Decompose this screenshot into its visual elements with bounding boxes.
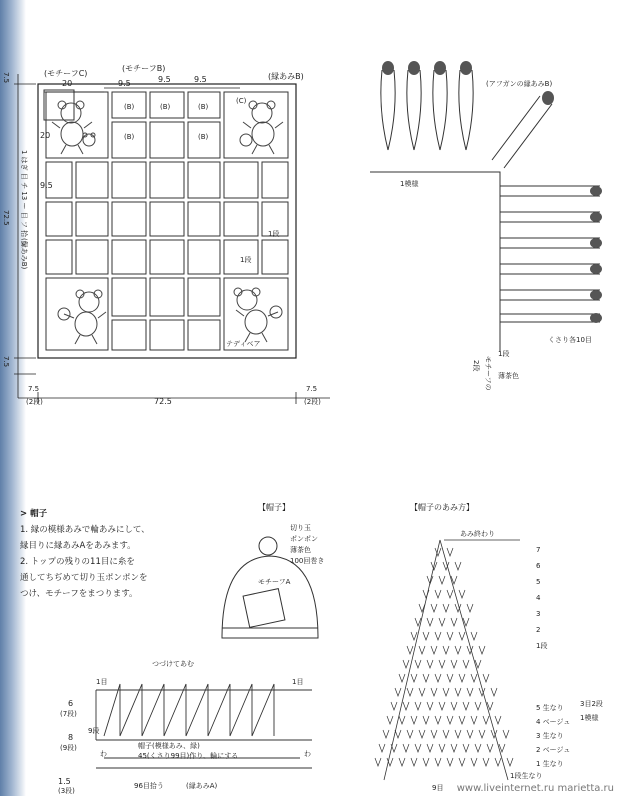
hat-row9: 9段 — [88, 727, 100, 735]
stitch-mark — [447, 548, 453, 556]
stitch-mark — [447, 590, 453, 598]
stitch-mark — [427, 702, 433, 710]
stitch-mark — [483, 716, 489, 724]
stitch-mark — [451, 744, 457, 752]
stitch-mark — [471, 716, 477, 724]
hat-dim-15-rows: (3段) — [58, 787, 75, 795]
afghan-motif-no: モチーフの — [484, 356, 492, 391]
motif-cell — [150, 202, 184, 236]
bottom-left-75: 7.5 — [28, 385, 40, 393]
howto-row-number: 1段 — [536, 642, 548, 650]
notes-line-5: つけ、モチーフをまつります。 — [20, 589, 138, 599]
dim-20-left: 20 — [40, 131, 51, 140]
stitch-mark — [379, 744, 385, 752]
stitch-mark — [391, 702, 397, 710]
stitch-mark — [415, 702, 421, 710]
stitch-mark — [439, 660, 445, 668]
stitch-mark — [439, 576, 445, 584]
label-border-b-left: (縁あみB) — [20, 238, 28, 270]
hat-joint: つづけてあむ — [152, 660, 194, 668]
stitch-mark — [395, 688, 401, 696]
stitch-mark — [455, 688, 461, 696]
hat-pick: 96目拾う — [134, 782, 164, 790]
howto-row-number: 7 — [536, 546, 541, 554]
bottom-right-75: 7.5 — [306, 385, 318, 393]
hat-wa-left: わ — [100, 750, 107, 758]
left-note: 1 はぎ 目 チ 13 ー 目 フ 拾 う — [20, 150, 28, 247]
motif-cell — [76, 202, 108, 236]
teddy-bear-icon — [234, 288, 282, 342]
stitch-mark — [403, 744, 409, 752]
stitch-mark — [427, 744, 433, 752]
stitch-mark — [439, 702, 445, 710]
stitch-mark — [423, 674, 429, 682]
stitch-mark — [495, 758, 501, 766]
howto-bottom-rows: 1段生なり — [510, 772, 543, 780]
motif-cell — [188, 162, 220, 198]
cell-b4: (B) — [124, 133, 135, 141]
stitch-mark — [443, 604, 449, 612]
notes-line-3: 2. トップの残りの11目に糸を — [20, 557, 135, 567]
hat-top-2: 1目 — [292, 678, 304, 686]
cell-b5: (B) — [198, 133, 209, 141]
stitch-mark — [375, 758, 381, 766]
hat-instructions — [20, 506, 230, 602]
notes-heading: > 帽子 — [20, 509, 48, 519]
stitch-mark — [467, 604, 473, 612]
stitch-mark — [507, 758, 513, 766]
hat-dim-6: 6 — [68, 699, 74, 708]
afghan-color: 薄茶色 — [498, 372, 519, 380]
left-bot-75: 7.5 — [2, 356, 10, 368]
dimension-lines — [14, 74, 330, 404]
motif-cell — [150, 320, 184, 350]
howto-row-number: 5 — [536, 578, 541, 586]
stitch-mark — [459, 590, 465, 598]
stitch-mark — [447, 674, 453, 682]
motif-cell — [262, 240, 288, 274]
stitch-mark — [431, 646, 437, 654]
hat-border-a: (縁あみA) — [186, 782, 218, 790]
afghan-row1: 1段 — [498, 350, 510, 358]
stitch-mark — [451, 702, 457, 710]
hat-pompom-3: 薄茶色 — [290, 546, 311, 554]
afghan-title: (アフガンの縁あみB) — [486, 80, 553, 88]
hat-dim-6-rows: (7段) — [60, 710, 77, 718]
stitch-mark — [455, 562, 461, 570]
stitch-mark — [383, 730, 389, 738]
label-row1: 1段 — [268, 230, 280, 238]
hat-pompom-1: 切り玉 — [290, 524, 311, 532]
bottom-left-2: (2段) — [26, 398, 43, 406]
motif-cell-large — [46, 278, 108, 350]
stitch-mark — [459, 758, 465, 766]
howto-side-1: 3目2段 — [580, 700, 603, 708]
notes-line-1: 1. 縁の模様あみで輪あみにして、 — [20, 525, 150, 535]
stitch-mark — [419, 730, 425, 738]
motif-cell — [150, 278, 184, 316]
hat-pompom-2: ポンポン — [290, 535, 318, 543]
stitch-mark — [435, 632, 441, 640]
stitch-mark — [483, 674, 489, 682]
dim-20-top: 20 — [62, 79, 73, 88]
hat-dim-15: 1.5 — [58, 777, 71, 786]
stitch-mark — [423, 758, 429, 766]
bottom-mid-725: 72.5 — [154, 397, 172, 406]
hat-pompom-4: 100回巻き — [290, 557, 325, 565]
howto-row-number: 2 — [536, 626, 541, 634]
stitch-mark — [419, 646, 425, 654]
grid-cell — [44, 90, 74, 120]
stitch-mark — [411, 632, 417, 640]
stitch-mark — [399, 674, 405, 682]
stitch-mark — [419, 688, 425, 696]
motif-cell — [112, 240, 146, 274]
label-border-b: (縁あみB) — [268, 72, 304, 81]
hat-chain-note-1: 45(くさり99目)作り、輪にする — [138, 752, 239, 760]
notes-line-2: 縁目りに縁あみAをあみます。 — [20, 541, 136, 551]
howto-color-row: 4 ベージュ — [536, 718, 571, 726]
teddy-bear-icon — [58, 290, 106, 344]
stitch-mark — [447, 632, 453, 640]
watermark: www.liveinternet.ru marietta.ru — [456, 783, 614, 794]
stitch-mark — [463, 702, 469, 710]
stitch-mark — [463, 744, 469, 752]
stitch-mark — [431, 604, 437, 612]
stitch-mark — [447, 758, 453, 766]
stitch-mark — [411, 716, 417, 724]
howto-side-2: 1模様 — [580, 714, 599, 722]
stitch-mark — [475, 702, 481, 710]
dim-95-c: 9.5 — [194, 75, 207, 84]
stitch-mark — [443, 688, 449, 696]
motif-cell — [46, 202, 72, 236]
motif-cell — [76, 240, 108, 274]
afghan-row2: 2段 — [472, 360, 480, 372]
stitch-mark — [491, 688, 497, 696]
howto-row-numbers — [536, 546, 547, 650]
stitch-mark — [451, 660, 457, 668]
stitch-mark — [407, 730, 413, 738]
stitch-mark — [443, 730, 449, 738]
motif-cell — [150, 240, 184, 274]
stitch-mark — [399, 758, 405, 766]
howto-bottom-note: 9目 — [432, 784, 444, 792]
motif-cell — [76, 162, 108, 198]
stitch-mark — [459, 632, 465, 640]
stitch-mark — [411, 758, 417, 766]
stitch-mark — [467, 688, 473, 696]
stitch-mark — [435, 674, 441, 682]
motif-cell — [112, 162, 146, 198]
howto-color-row: 5 生なり — [536, 704, 564, 712]
afghan-kusari: くさり各10目 — [548, 336, 592, 344]
notes-line-4: 通してちぢめて切り玉ポンポンを — [20, 573, 148, 583]
stitch-mark — [387, 716, 393, 724]
stitch-mark — [471, 758, 477, 766]
stitch-mark — [495, 716, 501, 724]
stitch-mark — [479, 646, 485, 654]
hat-wa-right: わ — [304, 750, 311, 758]
stitch-mark — [399, 716, 405, 724]
howto-row-number: 6 — [536, 562, 541, 570]
cell-b3: (B) — [198, 103, 209, 111]
motif-cell — [112, 202, 146, 236]
hat-dim-8-rows: (9段) — [60, 744, 77, 752]
motif-cell — [46, 240, 72, 274]
stitch-mark — [483, 758, 489, 766]
howto-color-row: 3 生なり — [536, 732, 564, 740]
stitch-mark — [407, 688, 413, 696]
label-motif-b: (モチーフB) — [122, 64, 166, 73]
bottom-right-2: (2段) — [304, 398, 321, 406]
stitch-mark — [427, 660, 433, 668]
stitch-mark — [403, 702, 409, 710]
stitch-mark — [487, 744, 493, 752]
motif-cell — [188, 320, 220, 350]
stitch-mark — [395, 730, 401, 738]
motif-cell — [46, 162, 72, 198]
howto-stitch-chart — [384, 540, 520, 780]
hat-chain-note-2: 帽子(模様あみ、緑) — [138, 742, 200, 750]
afghan-border-pattern — [370, 70, 600, 352]
howto-end: あみ終わり — [460, 530, 495, 538]
dim-95-left: 9.5 — [40, 181, 53, 190]
stitch-mark — [407, 646, 413, 654]
motif-cell — [188, 278, 220, 316]
stitch-mark — [471, 674, 477, 682]
howto-title: 【帽子のあみ方】 — [410, 503, 474, 512]
howto-color-row: 2 ベージュ — [536, 746, 571, 754]
stitch-mark — [475, 744, 481, 752]
hat-dim-8: 8 — [68, 733, 74, 742]
motif-cell — [188, 240, 220, 274]
label-motif-c: (モチーフC) — [44, 69, 88, 78]
motif-cell — [224, 202, 258, 236]
stitch-mark — [463, 660, 469, 668]
label-teddy: テディベア — [226, 340, 261, 348]
dim-95-a: 9.5 — [118, 79, 131, 88]
hat-top-1: 1目 — [96, 678, 108, 686]
hat-title: 【帽子】 — [258, 503, 290, 512]
stitch-mark — [431, 688, 437, 696]
stitch-mark — [467, 730, 473, 738]
afghan-knots — [382, 61, 602, 323]
stitch-mark — [455, 730, 461, 738]
stitch-mark — [403, 660, 409, 668]
hat-motif-a: モチーフA — [258, 578, 291, 586]
stitch-mark — [427, 618, 433, 626]
stitch-mark — [439, 744, 445, 752]
motif-cell — [150, 122, 184, 158]
stitch-mark — [443, 646, 449, 654]
stitch-mark — [435, 590, 441, 598]
stitch-mark — [415, 660, 421, 668]
teddy-bear-icon — [240, 101, 283, 154]
stitch-mark — [431, 730, 437, 738]
stitch-mark — [435, 758, 441, 766]
stitch-mark — [439, 618, 445, 626]
label-row1-lower: 1段 — [240, 256, 252, 264]
stitch-mark — [411, 674, 417, 682]
motif-cell — [150, 162, 184, 198]
stitch-mark — [479, 730, 485, 738]
blanket-grid — [44, 90, 74, 120]
motif-cell — [112, 320, 146, 350]
howto-color-rows — [536, 703, 570, 768]
left-top-75: 7.5 — [2, 72, 10, 84]
afghan-one-pattern: 1模様 — [400, 180, 419, 188]
stitch-mark — [471, 632, 477, 640]
stitch-mark — [447, 716, 453, 724]
stitch-mark — [423, 632, 429, 640]
cell-c: (C) — [236, 97, 247, 105]
howto-color-row: 1 生なり — [536, 760, 564, 768]
stitch-mark — [423, 716, 429, 724]
stitch-mark — [415, 744, 421, 752]
stitch-mark — [455, 646, 461, 654]
stitch-mark — [451, 618, 457, 626]
motif-cell — [224, 162, 258, 198]
cell-b2: (B) — [160, 103, 171, 111]
stitch-mark — [459, 716, 465, 724]
motif-cell — [188, 202, 220, 236]
stitch-mark — [503, 730, 509, 738]
dim-95-b: 9.5 — [158, 75, 171, 84]
left-mid-725: 72.5 — [2, 210, 10, 226]
motif-cell — [112, 278, 146, 316]
cell-b1: (B) — [124, 103, 135, 111]
stitch-mark — [459, 674, 465, 682]
howto-row-number: 3 — [536, 610, 541, 618]
motif-cell — [262, 162, 288, 198]
howto-row-stitches — [375, 548, 513, 766]
howto-row-number: 4 — [536, 594, 541, 602]
stitch-mark — [435, 716, 441, 724]
